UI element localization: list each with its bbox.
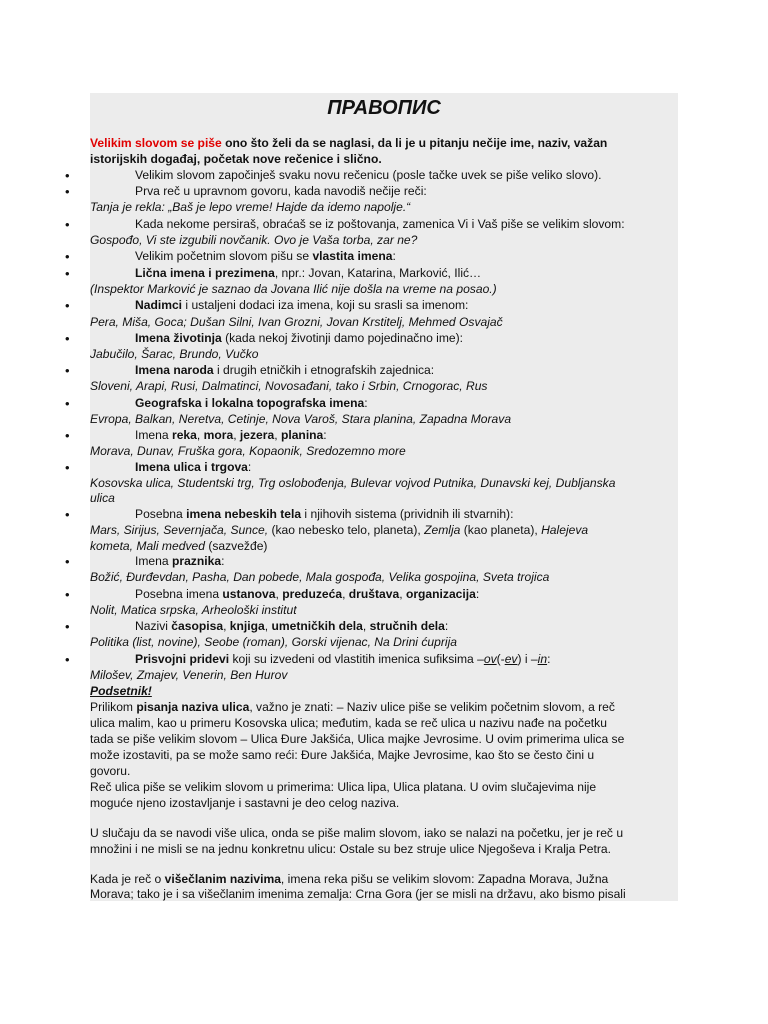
rule-example [90, 538, 680, 554]
text-run: ov [483, 652, 497, 666]
bullet: • [65, 217, 70, 232]
text-run: Nadimci [135, 298, 183, 312]
text-run: (kao planeta), [460, 523, 542, 537]
rule-text [135, 506, 680, 522]
rule-text: Kada nekome persiraš, obraćaš se iz poštovanja, zamenica Vi i Vaš piše se velikim slovom: [135, 217, 625, 231]
reminder-paragraph-line: govoru. [90, 764, 131, 778]
text-run: , [196, 428, 204, 442]
bullet: • [65, 184, 70, 199]
text-run: reka [171, 428, 197, 442]
text-run: Prisvojni pridevi [135, 652, 230, 666]
text-run: : [475, 587, 480, 601]
bullet: • [65, 507, 70, 522]
text-run: , [264, 619, 272, 633]
text-run: : [323, 428, 327, 442]
rule-text: Velikim slovom započinješ svaku novu rečenicu (posle tačke uvek se piše veliko slovo). [135, 168, 602, 182]
bullet: • [65, 554, 70, 569]
rule-text [135, 553, 680, 569]
text-run: umetničkih dela [271, 619, 363, 633]
text-run: , [399, 587, 406, 601]
text-run: : [247, 460, 252, 474]
text-run: , [362, 619, 370, 633]
rule-example: Kosovska ulica, Studentski trg, Trg oslobođenja, Bulevar vojvod Putnika, Dunavski kej, Dubljanska [90, 476, 616, 490]
rule-text [135, 297, 680, 313]
text-run: Imena [135, 554, 172, 568]
text-run: jezera [239, 428, 275, 442]
rule-example: Politika (list, novine), Seobe (roman), Gorski vijenac, Na Drini ćuprija [90, 635, 457, 649]
rule-text [135, 330, 680, 346]
text-run: Imena naroda [135, 363, 214, 377]
text-run: višečlanim nazivima [164, 872, 281, 886]
rule-text [135, 651, 680, 667]
text-run: : [547, 652, 551, 666]
text-run: imena nebeskih tela [186, 507, 302, 521]
text-run: Zemlja [424, 523, 461, 537]
rule-example: Morava, Dunav, Fruška gora, Kopaonik, Sredozemno more [90, 444, 406, 458]
rule-text [135, 459, 680, 475]
text-run: Geografska i lokalna topografska imena [135, 396, 365, 410]
rule-example: Božić, Đurđevdan, Pasha, Dan pobede, Mala gospođa, Velika gospojina, Sveta trojica [90, 570, 550, 584]
reminder-paragraph-line: moguće njeno izostavljanje i sastavni je deo celog naziva. [90, 796, 400, 810]
text-run: Posebna imena [135, 587, 223, 601]
text-run: mora [203, 428, 234, 442]
text-run: stručnih dela [369, 619, 445, 633]
text-run: i ustaljeni dodaci iza imena, koji su srasli sa imenom: [182, 298, 469, 312]
text-run: praznika [171, 554, 222, 568]
text-run: i drugih etničkih i etnografskih zajednica: [213, 363, 435, 377]
bullet: • [65, 428, 70, 443]
text-run: Imena [135, 428, 172, 442]
rule-example: (Inspektor Marković je saznao da Jovana Ilić nije došla na vreme na posao.) [90, 282, 497, 296]
text-run: Nazivi [135, 619, 172, 633]
bullet: • [65, 298, 70, 313]
bullet: • [65, 168, 70, 183]
text-run: : [221, 554, 225, 568]
text-run: , [342, 587, 349, 601]
text-run: časopisa [171, 619, 224, 633]
text-run: Halejeva [541, 523, 589, 537]
text-run: Imena ulica i trgova [135, 460, 248, 474]
rule-text [135, 618, 680, 634]
text-run: (sazvežđe) [204, 539, 268, 553]
bullet: • [65, 619, 70, 634]
text-run: Posebna [135, 507, 187, 521]
rule-example: Sloveni, Arapi, Rusi, Dalmatinci, Novosađani, tako i Srbin, Crnogorac, Rus [90, 379, 488, 393]
intro-line-1 [90, 135, 680, 151]
text-run: knjiga [229, 619, 265, 633]
reminder-paragraph-line [90, 699, 680, 715]
rule-example: Pera, Miša, Goca; Dušan Silni, Ivan Grozni, Jovan Krstitelj, Mehmed Osvajač [90, 315, 503, 329]
reminder-heading: Podsetnik! [90, 684, 152, 698]
text-run: (kada nekoj životinji damo pojedinačno ime): [221, 331, 464, 345]
bullet: • [65, 587, 70, 602]
text-run: ustanova [222, 587, 276, 601]
text-run: Velikim početnim slovom pišu se [135, 249, 313, 263]
text-run: Lična imena i prezimena [135, 266, 275, 280]
text-run: in [537, 652, 548, 666]
text-run: vlastita imena [312, 249, 393, 263]
rule-example: ulica [90, 491, 115, 505]
text-run: : [392, 249, 396, 263]
text-run: , važno je znati: – Naziv ulice piše se velikim početnim slovom, a reč [249, 700, 615, 714]
bullet: • [65, 460, 70, 475]
page-title: ПРАВОПИС [327, 97, 441, 119]
bullet: • [65, 396, 70, 411]
rule-text [135, 395, 680, 411]
text-run: pisanja naziva ulica [136, 700, 250, 714]
text-run: , [274, 428, 281, 442]
text-run: planina [280, 428, 324, 442]
rule-text [135, 265, 680, 281]
intro-highlight: Velikim slovom se piše [90, 136, 222, 150]
text-run: i njihovih sistema (prividnih ili stvarnih): [301, 507, 514, 521]
rule-example: Tanja je rekla: „Baš je lepo vreme! Hajde da idemo napolje.“ [90, 200, 411, 214]
bullet: • [65, 363, 70, 378]
text-run: , npr.: Jovan, Katarina, Marković, Ilić… [274, 266, 482, 280]
text-run: organizacija [405, 587, 476, 601]
text-run: , [275, 587, 283, 601]
rule-text [135, 427, 680, 443]
text-run: Kada je reč o [90, 872, 165, 886]
rule-example [90, 522, 680, 538]
bullet: • [65, 249, 70, 264]
text-run: , imena reka pišu se velikim slovom: Zapadna Morava, Južna [280, 872, 609, 886]
reminder-paragraph-line: množini i ne misli se na jednu konkretnu ulicu: Ostale su bez struje ulice Njegoševa i Kralja Petra. [90, 842, 611, 856]
text-run: (- [496, 652, 505, 666]
text-run: Prilikom [90, 700, 137, 714]
text-run: , [223, 619, 230, 633]
rule-text [135, 362, 680, 378]
text-run: : [364, 396, 368, 410]
text-run: ) i – [517, 652, 538, 666]
bullet: • [65, 652, 70, 667]
text-run: ono što želi da se naglasi, da li je u pitanju nečije ime, naziv, važan [221, 136, 608, 150]
reminder-paragraph-line [90, 871, 680, 887]
text-run: : [444, 619, 449, 633]
reminder-paragraph-line: može izostaviti, pa se može samo reći: Đure Jakšića, Majke Jevrosime, kao što se često čini u [90, 748, 595, 762]
rule-example: Jabučilo, Šarac, Brundo, Vučko [90, 347, 259, 361]
bullet: • [65, 266, 70, 281]
text-run: preduzeća [282, 587, 343, 601]
rule-example: Nolit, Matica srpska, Arheološki institut [90, 603, 297, 617]
text-run: Mars, Sirijus, Severnjača, Sunce, [90, 523, 269, 537]
text-run: (kao nebesko telo, planeta), [268, 523, 425, 537]
reminder-paragraph-line: Reč ulica piše se velikim slovom u primerima: Ulica lipa, Ulica platana. U ovim slučajevima nije [90, 780, 597, 794]
intro-line-2: istorijskih događaj, početak nove rečenice i slično. [90, 152, 382, 166]
text-run: ev [504, 652, 518, 666]
bullet: • [65, 331, 70, 346]
reminder-paragraph-line: U slučaju da se navodi više ulica, onda se piše malim slovom, iako se nalazi na početku, jer je reč u [90, 826, 624, 840]
reminder-paragraph-line: Morava; tako je i sa višečlanim imenima zemalja: Crna Gora (jer se misli na državu, ako bismo pisali [90, 887, 626, 901]
text-run: Imena životinja [135, 331, 222, 345]
text-run: koji su izvedeni od vlastitih imenica sufiksima – [229, 652, 484, 666]
rule-example: Milošev, Zmajev, Venerin, Ben Hurov [90, 668, 288, 682]
rule-example: Evropa, Balkan, Neretva, Cetinje, Nova Varoš, Stara planina, Zapadna Morava [90, 412, 512, 426]
reminder-paragraph-line: ulica malim, kao u primeru Kosovska ulica; međutim, kada se reč ulica u nazivu nađe na početku [90, 716, 607, 730]
text-run: kometa, Mali medved [90, 539, 205, 553]
rule-text [135, 248, 680, 264]
reminder-paragraph-line: tada se piše velikim slovom – Ulica Đure Jakšića, Ulica majke Jevrosime. U ovim primerima ulica se [90, 732, 625, 746]
text-run: , [233, 428, 240, 442]
text-run: društava [348, 587, 400, 601]
rule-text: Prva reč u upravnom govoru, kada navodiš nečije reči: [135, 184, 427, 198]
rule-text [135, 586, 680, 602]
rule-example: Gospođo, Vi ste izgubili novčanik. Ovo je Vaša torba, zar ne? [90, 233, 418, 247]
